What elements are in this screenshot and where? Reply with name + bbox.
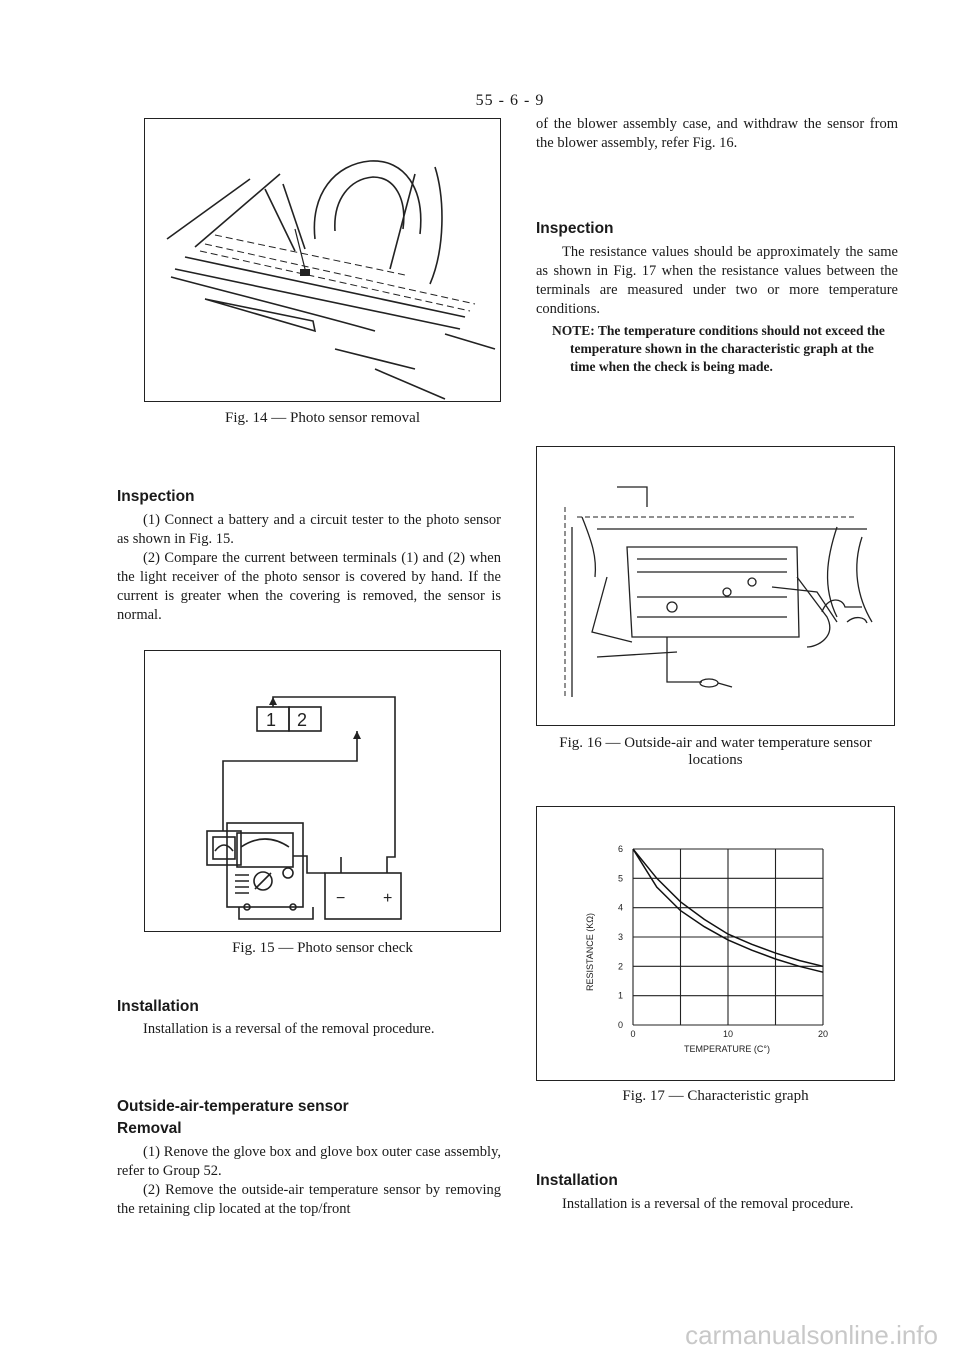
continued-removal-text <box>536 115 898 153</box>
footer-watermark: carmanualsonline.info <box>685 1320 938 1350</box>
fig15-terminal-1: 1 <box>266 710 277 730</box>
chart-x-tick-2: 20 <box>817 1029 829 1039</box>
chart-x-tick-0: 0 <box>630 1029 636 1039</box>
chart-y-tick-3: 3 <box>617 932 623 942</box>
fig15-plus-label: + <box>383 890 393 907</box>
note-text: NOTE: The temperature conditions should not exceed the temperature shown in the characteristic graph at the time when the check is being made. <box>552 323 885 374</box>
fig16-caption-line-2: locations <box>688 752 743 768</box>
inspection-text-right <box>536 243 898 319</box>
inspection-text-left <box>117 511 501 625</box>
chart-x-axis-label: TEMPERATURE (C°) <box>684 1044 770 1054</box>
fig17-characteristic-graph <box>536 806 895 1081</box>
fig16-caption-line-1: Fig. 16 — Outside-air and water temperature sensor <box>559 735 872 751</box>
fig16-sensor-locations-illustration <box>536 446 895 726</box>
fig14-caption: Fig. 14 — Photo sensor removal <box>225 410 420 426</box>
installation-heading-right: Installation <box>536 1172 618 1189</box>
installation-text-right <box>536 1195 898 1214</box>
chart-y-axis-label: RESISTANCE (KΩ) <box>585 912 595 992</box>
circuit-diagram <box>145 651 500 931</box>
fig15-terminal-2: 2 <box>297 710 308 730</box>
installation-paragraph-left: Installation is a reversal of the removal procedure. <box>143 1021 435 1037</box>
inspection-paragraph-right: The resistance values should be approximately the same as shown in Fig. 17 when the resistance values between the terminals are measured under two or more temperature conditions. <box>536 244 898 317</box>
characteristic-chart <box>537 807 894 1080</box>
chart-y-tick-4: 4 <box>617 902 623 913</box>
inspection-heading-left: Inspection <box>117 488 195 505</box>
chart-x-tick-1: 10 <box>722 1029 734 1039</box>
chart-y-tick-6: 6 <box>617 844 623 854</box>
chart-y-tick-1: 1 <box>617 990 623 1001</box>
inspection-heading-right: Inspection <box>536 220 614 237</box>
fig14-photo-sensor-removal-illustration <box>144 118 501 402</box>
dashboard-illustration <box>145 119 500 401</box>
fig15-minus-label: − <box>336 890 346 907</box>
outside-air-sensor-heading: Outside-air-temperature sensor <box>117 1098 349 1115</box>
removal-text <box>117 1143 501 1219</box>
page-number: 55 - 6 - 9 <box>475 92 545 109</box>
chart-y-tick-2: 2 <box>617 961 623 972</box>
fig15-caption: Fig. 15 — Photo sensor check <box>232 940 413 956</box>
removal-step-1: (1) Renove the glove box and glove box outer case assembly, refer to Group 52. <box>117 1144 501 1179</box>
chart-y-tick-5: 5 <box>617 873 623 884</box>
fig16-caption <box>536 735 895 769</box>
installation-heading-left: Installation <box>117 998 199 1015</box>
fig17-caption: Fig. 17 — Characteristic graph <box>622 1088 809 1104</box>
installation-paragraph-right: Installation is a reversal of the removal procedure. <box>562 1196 854 1212</box>
installation-text-left <box>117 1020 501 1039</box>
inspection-step-2: (2) Compare the current between terminals (1) and (2) when the light receiver of the photo sensor is covered by hand. If the current is greater when the covering is removed, the sensor is normal. <box>117 550 501 623</box>
inspection-step-1: (1) Connect a battery and a circuit tester to the photo sensor as shown in Fig. 15. <box>117 512 501 547</box>
glovebox-illustration <box>537 447 894 725</box>
removal-step-2: (2) Remove the outside-air temperature sensor by removing the retaining clip located at the top/front <box>117 1182 501 1217</box>
continued-paragraph: of the blower assembly case, and withdraw the sensor from the blower assembly, refer Fig. 16. <box>536 116 898 151</box>
chart-y-tick-0: 0 <box>617 1020 623 1030</box>
fig15-photo-sensor-check-diagram <box>144 650 501 932</box>
removal-heading: Removal <box>117 1120 182 1137</box>
